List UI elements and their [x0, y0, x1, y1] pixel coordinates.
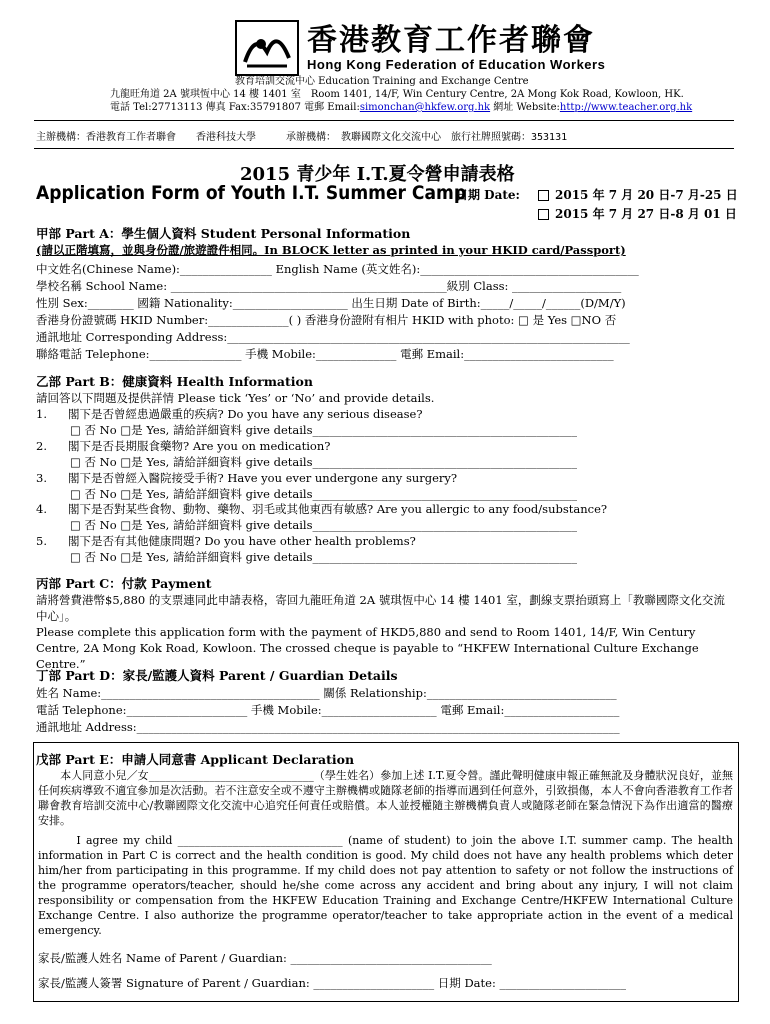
- coorganizer: 承辦機構： 教聯國際文化交流中心 旅行社牌照號碼：353131: [286, 132, 568, 143]
- declaration-cn: 本人同意小兒／女______________________________（學生姓名）參加上述 I.T.夏令營。謹此聲明健康申報正確無訛及身體狀況良好，並無任何疾病導致不適宜參加是次活動。若不注意安全或不遵守主辦機構或隨隊老師的指導而遇到任何意外，引致損傷，本人不會向香港教育工作者聯會教育培訓交流中心/教聯國際文化交流中心追究任何責任或賠償。本人並授權隨主辦機構負責人或隨隊老師在緊急情況下為作出適當的醫療安排。: [38, 769, 733, 827]
- checkbox-icon[interactable]: [538, 209, 549, 220]
- health-question: 5. 閣下是否有其他健康問題? Do you have other health problems?: [36, 534, 416, 548]
- part-e-heading: 戊部 Part E：申請人同意書 Applicant Declaration: [36, 752, 355, 767]
- part-c-heading: 丙部 Part C：付款 Payment: [36, 576, 212, 591]
- web-prefix: 網址 Website:: [490, 102, 560, 113]
- organizer: 主辦機構：香港教育工作者聯會 香港科技大學: [36, 132, 256, 143]
- contact-line: [110, 101, 692, 114]
- part-d-line[interactable]: 通訊地址 Address:____________________________________________________________________________________: [36, 720, 620, 734]
- title-en: Application Form of Youth I.T. Summer Camp: [36, 182, 467, 204]
- date-option-2[interactable]: [538, 205, 737, 222]
- logo-cn: 香港教育工作者聯會: [307, 22, 595, 58]
- part-b-heading: 乙部 Part B：健康資料 Health Information: [36, 374, 313, 389]
- health-question: 3. 閣下是否曾經入醫院接受手術? Have you ever undergone any surgery?: [36, 471, 458, 485]
- divider: [34, 120, 734, 121]
- logo: [235, 20, 605, 76]
- payment-cn: 請將營費港幣$5,880 的支票連同此申請表格，寄回九龍旺角道 2A 號琪恆中心 14 樓 1401 室，劃線支票抬頭寫上「教聯國際文化交流中心」。: [36, 593, 725, 623]
- guardian-name-field[interactable]: 家長/監護人姓名 Name of Parent / Guardian: ___________________________________: [38, 951, 492, 965]
- part-a-heading: 甲部 Part A：學生個人資料 Student Personal Information: [36, 226, 411, 241]
- checkbox-icon[interactable]: [538, 190, 549, 201]
- health-answer[interactable]: □ 否 No □是 Yes, 請給詳細資料 give details______________________________________________: [70, 550, 578, 564]
- health-answer[interactable]: □ 否 No □是 Yes, 請給詳細資料 give details______________________________________________: [70, 423, 578, 437]
- part-a-line[interactable]: 通訊地址 Corresponding Address:______________________________________________________________________: [36, 330, 630, 344]
- centre-name: 教育培訓交流中心 Education Training and Exchange Centre: [235, 76, 529, 87]
- health-question: 1. 閣下是否曾經患過嚴重的疾病? Do you have any serious disease?: [36, 407, 423, 421]
- part-d-heading: 丁部 Part D：家長/監護人資料 Parent / Guardian Details: [36, 668, 398, 683]
- email-link[interactable]: simonchan@hkfew.org.hk: [359, 102, 491, 113]
- address-block: [110, 88, 692, 114]
- part-a-line[interactable]: 性別 Sex:________ 國籍 Nationality:____________________ 出生日期 Date of Birth:_____/_____/______(D/M/Y): [36, 296, 626, 310]
- part-d-line[interactable]: 姓名 Name:______________________________________ 關係 Relationship:_________________________________: [36, 686, 617, 700]
- guardian-signature-field[interactable]: 家長/監護人簽署 Signature of Parent / Guardian: _____________________ 日期 Date: ______________________: [38, 976, 626, 990]
- part-a-line[interactable]: 聯絡電話 Telephone:________________ 手機 Mobile:______________ 電郵 Email:__________________________: [36, 347, 614, 361]
- organizer-row: [36, 128, 567, 143]
- federation-logo-icon: [235, 20, 299, 76]
- part-b-instruction: 請回答以下問題及提供詳情 Please tick ‘Yes’ or ‘No’ and provide details.: [36, 391, 435, 405]
- date-label: 日期 Date:: [456, 188, 520, 202]
- payment-en: Please complete this application form with the payment of HKD5,880 and send to Room 1401, 14/F, Win Century Centre, 2A Mong Kok Road, Kowloon. The crossed cheque is payable to “HKFEW International Culture Exchange Centre.”: [36, 625, 699, 671]
- health-answer[interactable]: □ 否 No □是 Yes, 請給詳細資料 give details______________________________________________: [70, 518, 578, 532]
- part-a-line[interactable]: 中文姓名(Chinese Name):________________ English Name (英文姓名):______________________________________: [36, 262, 639, 276]
- part-a-line[interactable]: 香港身份證號碼 HKID Number:______________( ) 香港身份證附有相片 HKID with photo: □ 是 Yes □NO 否: [36, 313, 617, 327]
- date-option-text: 2015 年 7 月 27 日-8 月 01 日: [555, 207, 737, 221]
- address: 九龍旺角道 2A 號琪恆中心 14 樓 1401 室 Room 1401, 14/F, Win Century Centre, 2A Mong Kok Road, Kowloon, HK.: [110, 89, 684, 100]
- divider: [34, 148, 734, 149]
- health-question: 2. 閣下是否長期服食藥物? Are you on medication?: [36, 439, 331, 453]
- declaration-en: I agree my child ______________________________ (name of student) to join the above I.T. summer camp. The health information in Part C is correct and the health condition is good. My child does not have any health problems which deter him/her from participating in this programme. If my child does not pay attention to safety or not follow the instructions of the programme operators/teacher, should he/she come across any accident and bring about any injury, I will not claim responsibility or compensation from the HKFEW Education Training and Exchange Centre/HKFEW International Culture Exchange Centre. I also authorize the programme operator/teacher to take appropriate action in the event of a medical emergency.: [38, 834, 733, 937]
- contact-prefix: 電話 Tel:27713113 傳真 Fax:35791807 電郵 Email:: [110, 102, 360, 113]
- date-option-1[interactable]: [538, 186, 738, 203]
- health-answer[interactable]: □ 否 No □是 Yes, 請給詳細資料 give details______________________________________________: [70, 487, 578, 501]
- website-link[interactable]: http://www.teacher.org.hk: [559, 102, 693, 113]
- date-option-text: 2015 年 7 月 20 日-7 月-25 日: [555, 188, 738, 202]
- logo-en: Hong Kong Federation of Education Workers: [307, 56, 606, 72]
- health-answer[interactable]: □ 否 No □是 Yes, 請給詳細資料 give details______________________________________________: [70, 455, 578, 469]
- part-a-line[interactable]: 學校名稱 School Name: ________________________________________________級別 Class: ___________________: [36, 279, 622, 293]
- title-cn: 2015 青少年 I.T.夏令營申請表格: [240, 164, 515, 185]
- part-d-line[interactable]: 電話 Telephone:_____________________ 手機 Mobile:____________________ 電郵 Email:____________________: [36, 703, 620, 717]
- health-question: 4. 閣下是否對某些食物、動物、藥物、羽毛或其他東西有敏感? Are you allergic to any food/substance?: [36, 502, 608, 516]
- part-a-note: (請以正階填寫，並與身份證/旅遊證件相同。In BLOCK letter as printed in your HKID card/Passport): [36, 243, 626, 257]
